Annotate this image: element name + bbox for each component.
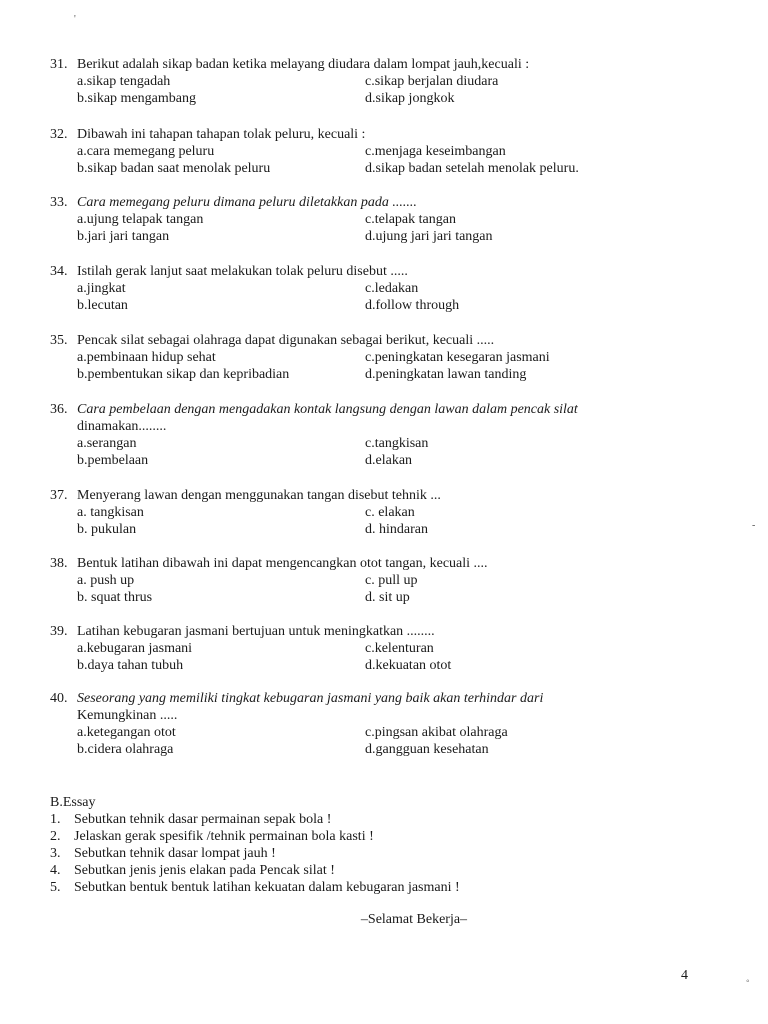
question-number: 32. — [50, 127, 68, 142]
question-stem — [50, 332, 730, 349]
answer-options — [50, 143, 730, 177]
question-text-continuation: Kemungkinan ..... — [77, 708, 178, 723]
question-text: Berikut adalah sikap badan ketika melayang diudara dalam lompat jauh,kecuali : — [77, 57, 530, 72]
scan-speck: ◦ — [746, 976, 750, 987]
question-text: Pencak silat sebagai olahraga dapat digunakan sebagai berikut, kecuali ..... — [77, 333, 495, 348]
answer-option: c.pingsan akibat olahraga — [365, 725, 508, 740]
essay-item-text: Sebutkan bentuk bentuk latihan kekuatan dalam kebugaran jasmani ! — [74, 880, 460, 895]
answer-option: d. hindaran — [365, 522, 428, 537]
answer-option: d.gangguan kesehatan — [365, 742, 489, 757]
essay-item: 1. Sebutkan tehnik dasar permainan sepak bola ! — [50, 812, 332, 827]
question-text: Menyerang lawan dengan menggunakan tangan disebut tehnik ... — [77, 488, 441, 503]
essay-item-text: Sebutkan tehnik dasar lompat jauh ! — [74, 846, 276, 861]
question-stem — [50, 126, 730, 143]
answer-option: c.ledakan — [365, 281, 419, 296]
answer-option: c.sikap berjalan diudara — [365, 74, 499, 89]
essay-heading: B.Essay — [50, 795, 96, 810]
answer-option: a. push up — [77, 573, 135, 588]
question-number: 35. — [50, 333, 68, 348]
answer-option: c.kelenturan — [365, 641, 434, 656]
question-31 — [50, 56, 730, 107]
question-stem — [50, 487, 730, 504]
closing-text: –Selamat Bekerja– — [360, 912, 468, 927]
answer-option: c.menjaga keseimbangan — [365, 144, 506, 159]
answer-options — [50, 640, 730, 674]
answer-option: c.telapak tangan — [365, 212, 456, 227]
question-number: 37. — [50, 488, 68, 503]
essay-item-text: Sebutkan tehnik dasar permainan sepak bola ! — [74, 812, 332, 827]
question-40 — [50, 690, 730, 758]
answer-option: a.kebugaran jasmani — [77, 641, 193, 656]
essay-item: 3. Sebutkan tehnik dasar lompat jauh ! — [50, 846, 276, 861]
question-number: 36. — [50, 402, 68, 417]
answer-option: a. tangkisan — [77, 505, 144, 520]
answer-option: d.follow through — [365, 298, 460, 313]
answer-option: b. squat thrus — [77, 590, 153, 605]
answer-option: b.daya tahan tubuh — [77, 658, 184, 673]
essay-section — [50, 794, 730, 896]
essay-item: 4. Sebutkan jenis jenis elakan pada Pencak silat ! — [50, 863, 335, 878]
question-stem — [50, 690, 730, 707]
answer-option: d.kekuatan otot — [365, 658, 452, 673]
question-37 — [50, 487, 730, 538]
answer-option: d.elakan — [365, 453, 413, 468]
question-text: Latihan kebugaran jasmani bertujuan untuk meningkatkan ........ — [77, 624, 435, 639]
question-text: Cara pembelaan dengan mengadakan kontak langsung dengan lawan dalam pencak silat — [77, 402, 578, 417]
question-stem — [50, 623, 730, 640]
answer-options — [50, 504, 730, 538]
question-number: 31. — [50, 57, 68, 72]
essay-item: 5. Sebutkan bentuk bentuk latihan kekuatan dalam kebugaran jasmani ! — [50, 880, 460, 895]
answer-options — [50, 349, 730, 383]
answer-option: b. pukulan — [77, 522, 137, 537]
question-39 — [50, 623, 730, 674]
question-text: Dibawah ini tahapan tahapan tolak peluru, kecuali : — [77, 127, 366, 142]
page-number: 4 — [681, 968, 688, 983]
question-number: 39. — [50, 624, 68, 639]
answer-option: d.sikap jongkok — [365, 91, 455, 106]
essay-item-text: Jelaskan gerak spesifik /tehnik permainan bola kasti ! — [74, 829, 374, 844]
question-stem — [50, 56, 730, 73]
answer-option: a.cara memegang peluru — [77, 144, 215, 159]
answer-option: a.ketegangan otot — [77, 725, 176, 740]
answer-options — [50, 435, 730, 469]
answer-option: b.cidera olahraga — [77, 742, 174, 757]
answer-option: b.jari jari tangan — [77, 229, 170, 244]
answer-option: a.pembinaan hidup sehat — [77, 350, 216, 365]
answer-option: c. elakan — [365, 505, 415, 520]
answer-option: d.peningkatan lawan tanding — [365, 367, 527, 382]
essay-item-text: Sebutkan jenis jenis elakan pada Pencak silat ! — [74, 863, 335, 878]
question-32 — [50, 126, 730, 177]
question-text: Seseorang yang memiliki tingkat kebugaran jasmani yang baik akan terhindar dari — [77, 691, 544, 706]
question-number: 38. — [50, 556, 68, 571]
answer-option: b.pembelaan — [77, 453, 149, 468]
question-text: Bentuk latihan dibawah ini dapat mengencangkan otot tangan, kecuali .... — [77, 556, 488, 571]
question-text-continuation: dinamakan........ — [77, 419, 167, 434]
answer-option: b.lecutan — [77, 298, 128, 313]
answer-option: b.sikap mengambang — [77, 91, 196, 106]
answer-options — [50, 280, 730, 314]
essay-item: 2. Jelaskan gerak spesifik /tehnik permainan bola kasti ! — [50, 829, 374, 844]
question-stem — [50, 401, 730, 418]
question-number: 40. — [50, 691, 68, 706]
answer-options — [50, 724, 730, 758]
question-35 — [50, 332, 730, 383]
scan-speck: - — [752, 520, 756, 531]
answer-option: a.ujung telapak tangan — [77, 212, 204, 227]
question-38 — [50, 555, 730, 606]
answer-option: c. pull up — [365, 573, 418, 588]
answer-option: c.peningkatan kesegaran jasmani — [365, 350, 550, 365]
question-34 — [50, 263, 730, 314]
answer-option: b.pembentukan sikap dan kepribadian — [77, 367, 290, 382]
question-number: 34. — [50, 264, 68, 279]
answer-option: a.serangan — [77, 436, 137, 451]
answer-options — [50, 211, 730, 245]
answer-option: a.jingkat — [77, 281, 126, 296]
answer-option: d.sikap badan setelah menolak peluru. — [365, 161, 579, 176]
answer-option: d. sit up — [365, 590, 410, 605]
answer-option: a.sikap tengadah — [77, 74, 171, 89]
question-36 — [50, 401, 730, 469]
answer-option: c.tangkisan — [365, 436, 429, 451]
scan-speck: ' — [74, 14, 76, 25]
question-stem — [50, 555, 730, 572]
question-text: Cara memegang peluru dimana peluru diletakkan pada ....... — [77, 195, 417, 210]
question-33 — [50, 194, 730, 245]
question-number: 33. — [50, 195, 68, 210]
answer-options — [50, 73, 730, 107]
closing-line — [0, 912, 768, 928]
answer-option: d.ujung jari jari tangan — [365, 229, 493, 244]
question-stem — [50, 263, 730, 280]
question-text: Istilah gerak lanjut saat melakukan tolak peluru disebut ..... — [77, 264, 408, 279]
question-stem — [50, 194, 730, 211]
answer-option: b.sikap badan saat menolak peluru — [77, 161, 271, 176]
answer-options — [50, 572, 730, 606]
